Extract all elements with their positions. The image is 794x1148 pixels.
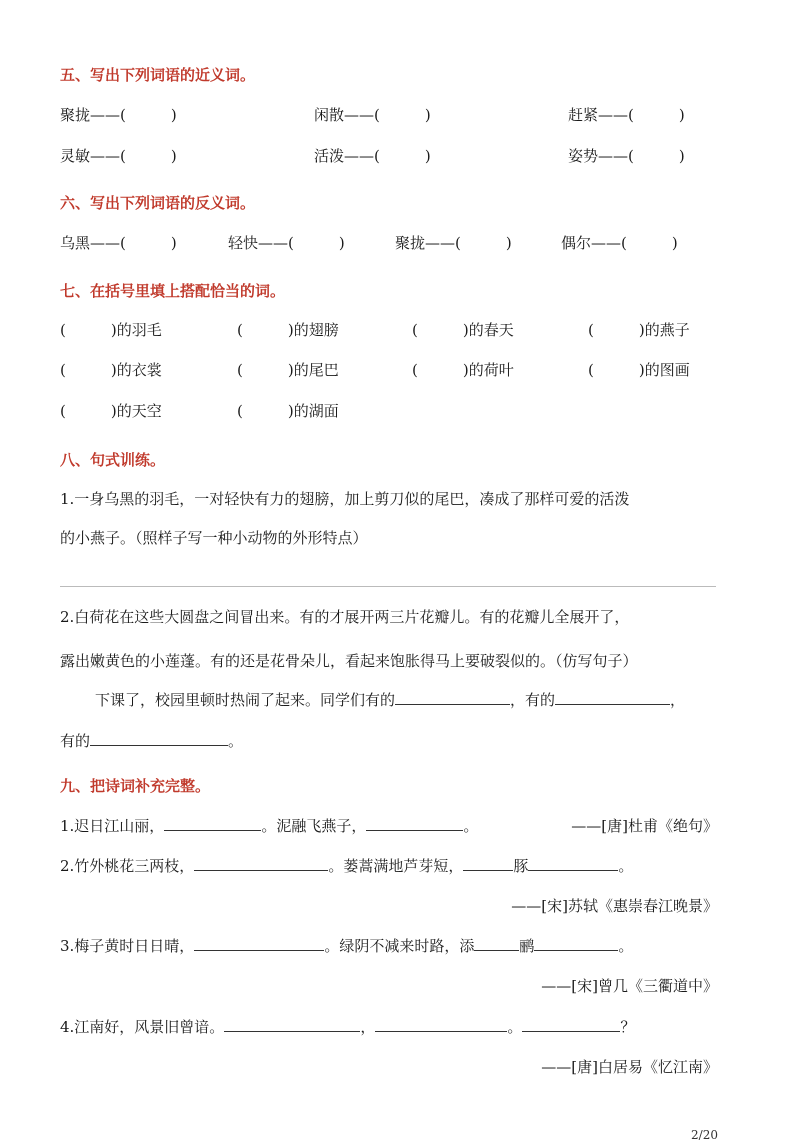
q2-fill-text: ，	[670, 691, 686, 709]
fill-blank[interactable]	[366, 815, 463, 831]
q2-fill-line	[60, 730, 243, 751]
q2-fill-text: 有的	[60, 732, 91, 750]
poem-4	[60, 1016, 635, 1037]
poem-text: 4.江南好，风景旧曾谙。	[60, 1018, 225, 1036]
collocation-item: ( )的衣裳	[60, 361, 162, 379]
poem-text: 。	[507, 1018, 523, 1036]
synonym-item: 赶紧——( )	[568, 106, 685, 124]
collocation-item: ( )的春天	[412, 321, 514, 339]
q2-fill-text: 。	[228, 732, 244, 750]
collocation-item: ( )的图画	[588, 361, 690, 379]
fill-blank[interactable]	[194, 855, 328, 871]
antonym-item: 偶尔——( )	[561, 234, 678, 252]
poem-text: ，	[360, 1018, 376, 1036]
synonym-item: 闲散——( )	[314, 106, 431, 124]
q2-fill-line	[95, 689, 685, 710]
fill-blank[interactable]	[522, 1016, 620, 1032]
section-5-title: 五、写出下列词语的近义词。	[60, 66, 256, 84]
poem-text: 3.梅子黄时日日晴，	[60, 937, 195, 955]
poem-source: ——[唐]杜甫《绝句》	[571, 817, 718, 835]
fill-blank[interactable]	[375, 1016, 507, 1032]
fill-blank[interactable]	[534, 935, 618, 951]
poem-text: 豚	[513, 857, 529, 875]
poem-3	[60, 935, 633, 956]
collocation-item: ( )的燕子	[588, 321, 690, 339]
fill-blank[interactable]	[528, 855, 618, 871]
poem-source: ——[宋]苏轼《惠崇春江晚景》	[511, 897, 718, 915]
poem-text: 。	[463, 817, 479, 835]
poem-text: 。绿阴不减来时路，添	[324, 937, 475, 955]
fill-blank[interactable]	[164, 815, 261, 831]
section-9-title: 九、把诗词补充完整。	[60, 777, 211, 795]
fill-blank[interactable]	[224, 1016, 360, 1032]
synonym-item: 聚拢——( )	[60, 106, 177, 124]
section-7-title: 七、在括号里填上搭配恰当的词。	[60, 282, 286, 300]
fill-blank[interactable]	[463, 855, 513, 871]
poem-text: 。泥融飞燕子，	[261, 817, 367, 835]
poem-text: 2.竹外桃花三两枝，	[60, 857, 195, 875]
q1-text: 的小燕子。（照样子写一种小动物的外形特点）	[60, 529, 368, 547]
fill-blank[interactable]	[555, 689, 670, 705]
fill-blank[interactable]	[90, 730, 228, 746]
poem-text: 。	[618, 857, 634, 875]
poem-source: ——[宋]曾几《三衢道中》	[541, 977, 718, 995]
q2-text: 露出嫩黄色的小莲蓬。有的还是花骨朵儿，看起来饱胀得马上要破裂似的。（仿写句子）	[60, 652, 638, 670]
fill-blank[interactable]	[474, 935, 519, 951]
q2-fill-text: ，有的	[510, 691, 556, 709]
q2-fill-text: 下课了，校园里顿时热闹了起来。同学们有的	[95, 691, 396, 709]
antonym-item: 轻快——( )	[228, 234, 345, 252]
collocation-item: ( )的尾巴	[237, 361, 339, 379]
page-number: 2/20	[691, 1128, 718, 1142]
poem-text: 。蒌蒿满地芦芽短，	[328, 857, 464, 875]
synonym-item: 活泼——( )	[314, 147, 431, 165]
section-6-title: 六、写出下列词语的反义词。	[60, 194, 256, 212]
poem-text: 1.迟日江山丽，	[60, 817, 165, 835]
synonym-item: 姿势——( )	[568, 147, 685, 165]
collocation-item: ( )的湖面	[237, 402, 339, 420]
q2-text: 2.白荷花在这些大圆盘之间冒出来。有的才展开两三片花瓣儿。有的花瓣儿全展开了，	[60, 608, 630, 626]
answer-line[interactable]	[60, 586, 716, 587]
section-8-title: 八、句式训练。	[60, 451, 166, 469]
poem-2	[60, 855, 633, 876]
collocation-item: ( )的荷叶	[412, 361, 514, 379]
fill-blank[interactable]	[194, 935, 324, 951]
collocation-item: ( )的羽毛	[60, 321, 162, 339]
poem-1	[60, 815, 478, 836]
poem-text: 。	[618, 937, 634, 955]
antonym-item: 聚拢——( )	[395, 234, 512, 252]
collocation-item: ( )的天空	[60, 402, 162, 420]
poem-text: ？	[620, 1018, 636, 1036]
fill-blank[interactable]	[395, 689, 510, 705]
q1-text: 1.一身乌黑的羽毛，一对轻快有力的翅膀，加上剪刀似的尾巴，凑成了那样可爱的活泼	[60, 490, 630, 508]
collocation-item: ( )的翅膀	[237, 321, 339, 339]
synonym-item: 灵敏——( )	[60, 147, 177, 165]
poem-text: 鹂	[519, 937, 535, 955]
poem-source: ——[唐]白居易《忆江南》	[541, 1058, 718, 1076]
antonym-item: 乌黑——( )	[60, 234, 177, 252]
